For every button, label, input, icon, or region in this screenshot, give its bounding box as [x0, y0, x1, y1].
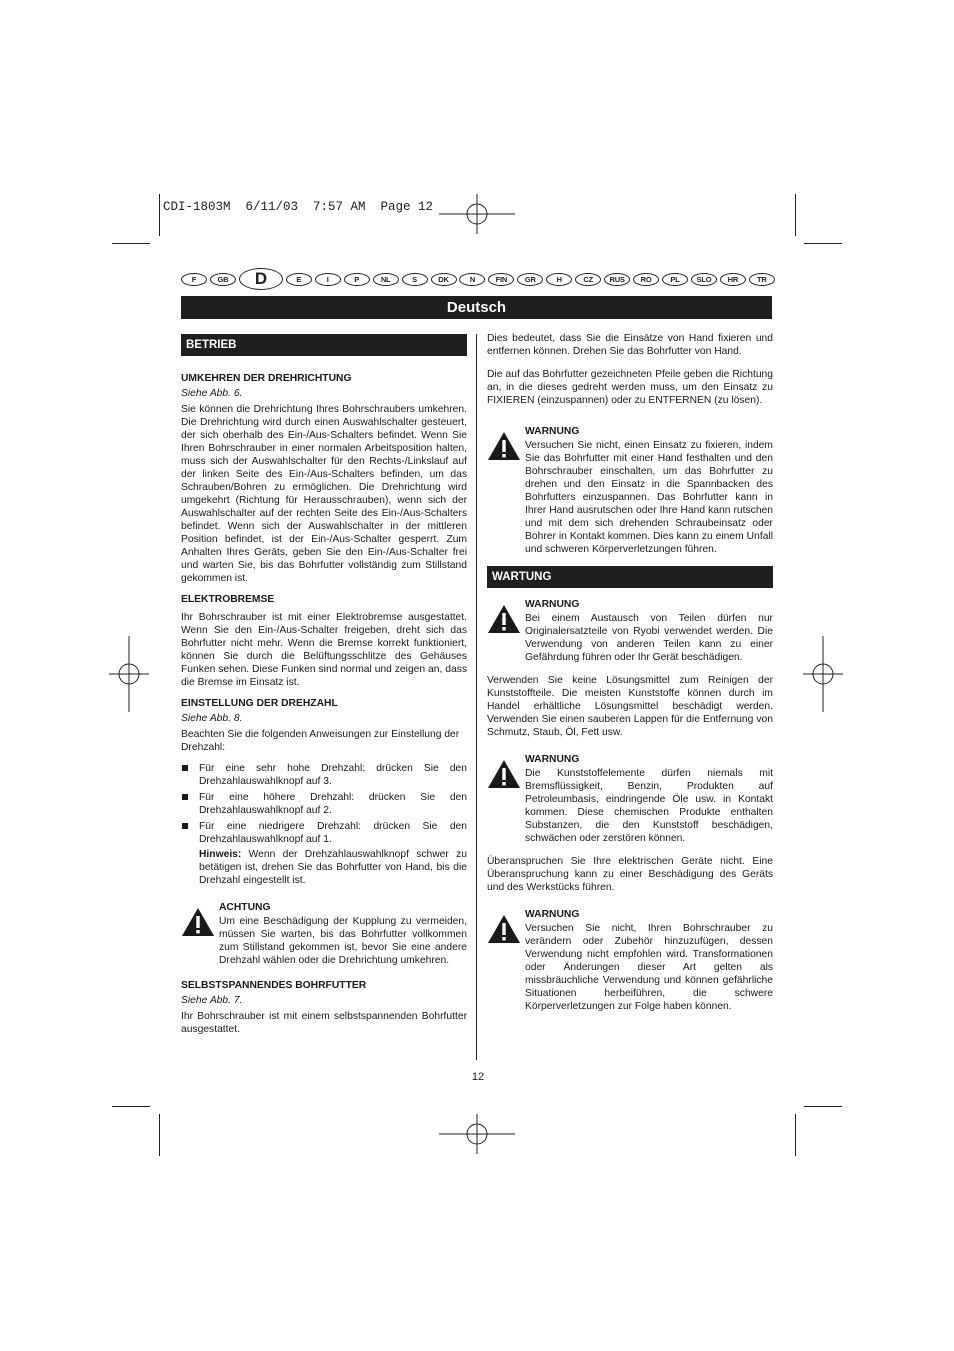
warning-triangle-icon [487, 604, 521, 634]
warning-heading: WARNUNG [525, 909, 580, 920]
language-tab-hr[interactable]: HR [720, 273, 746, 286]
language-tab-n[interactable]: N [459, 273, 485, 286]
paragraph: Verwenden Sie keine Lösungsmittel zum Reinigen der Kunststoffteile. Die meisten Kunststoffe können durch im Handel erhältliche Lösungsmittel beschädigt werden. Verwenden Sie einen sauberen Lappen für die Entfernung von Schmutz, Staub, Öl, Fett usw. [487, 675, 773, 738]
section-title-wartung: WARTUNG [487, 566, 773, 588]
warning-text: Die Kunststoffelemente dürfen niemals mit Bremsflüssigkeit, Benzin, Produkten auf Petroleumbasis, eindringende Öle usw. in Kontakt kommen. Diese chemischen Produkte enthalten Substanzen, die den Kunststoff beschädigen, schwächen oder zerstören können. [525, 768, 773, 844]
language-tab-e[interactable]: E [286, 273, 312, 286]
note-label: Hinweis: [199, 849, 242, 860]
caution-text: Um eine Beschädigung der Kupplung zu vermeiden, müssen Sie warten, bis das Bohrfutter vollkommen zum Stillstand gekommen ist, bevor Sie eine andere Drehzahl wählen oder die Drehrichtung umkehren. [219, 916, 467, 966]
language-tab-s[interactable]: S [402, 273, 428, 286]
language-tab-pl[interactable]: PL [662, 273, 688, 286]
registration-mark-bottom [439, 1096, 515, 1172]
paragraph: Beachten Sie die folgenden Anweisungen zur Einstellung der Drehzahl: [181, 729, 460, 753]
left-column [181, 334, 467, 1044]
crop-mark [795, 1114, 796, 1156]
crop-mark [159, 1114, 160, 1156]
language-header: Deutsch [181, 296, 772, 319]
paragraph: Überanspruchen Sie Ihre elektrischen Geräte nicht. Eine Überanspruchung kann zu einer Beschädigung des Geräts und des Werkstücks führen. [487, 856, 773, 893]
page-number: 12 [471, 1071, 485, 1083]
list-item: Für eine höhere Drehzahl: drücken Sie den Drehzahlauswahlknopf auf 2. [181, 791, 467, 817]
language-tab-fin[interactable]: FIN [488, 273, 514, 286]
right-column [487, 332, 773, 1023]
warning-text: Versuchen Sie nicht, einen Einsatz zu fixieren, indem Sie das Bohrfutter mit einer Hand festhalten und den Bohrschrauber einschalten, um das Bohrfutter zu drehen und den Einsatz in die Spannbacken des Bohrfutters einzuspannen. Das Bohrfutter kann in Ihrer Hand ausrutschen oder Ihre Hand kann rutschen und mit dem sich drehenden Schraubeinsatz oder Bohrer in Kontakt kommen. Dies kann zu einem Unfall und schweren Körperverletzungen führen. [525, 440, 773, 555]
language-tab-slo[interactable]: SLO [691, 273, 717, 286]
crop-mark [112, 243, 150, 244]
warning-heading: WARNUNG [525, 754, 580, 765]
language-tab-h[interactable]: H [546, 273, 572, 286]
heading-elektrobremse: ELEKTROBREMSE [181, 594, 275, 605]
language-tab-cz[interactable]: CZ [575, 273, 601, 286]
language-tab-f[interactable]: F [181, 273, 207, 286]
language-tab-ro[interactable]: RO [633, 273, 659, 286]
language-tab-d[interactable]: D [239, 268, 283, 290]
warning-block [487, 753, 773, 845]
paragraph: Dies bedeutet, dass Sie die Einsätze von Hand fixieren und entfernen können. Drehen Sie das Bohrfutter von Hand. [487, 333, 773, 357]
paragraph: Sie können die Drehrichtung Ihres Bohrschraubers umkehren. Die Drehrichtung wird durch einen Auswahlschalter gesteuert, der sich oberhalb des Ein-/Aus-Schalters befindet. Wenn Sie Ihren Bohrschrauber in einer normalen Arbeitsposition halten, muss sich der Auswahlschalter für den Rechts-/Linkslauf auf der linken Seite des Ein-/Aus-Schalters befinden, um das Schrauben/Bohren zu ermöglichen. Die Drehrichtung wird umgekehrt (Richtung für Herausschrauben), wenn sich der Auswahlschalter auf der rechten Seite des Ein-/Aus-Schalters befindet. Wenn sich der Auswahlschalter in der mittleren Position befindet, ist der Ein-/Aus-Schalter gesperrt. Zum Anhalten Ihres Geräts, geben Sie den Ein-/Aus-Schalter frei und warten Sie, bis das Bohrfutter vollständig zum Stillstand gekommen ist. [181, 404, 467, 584]
crop-mark [112, 1106, 150, 1107]
registration-mark-right [785, 636, 861, 712]
section-title-betrieb: BETRIEB [181, 334, 467, 356]
warning-block [487, 425, 773, 556]
language-bar [181, 268, 775, 290]
warning-heading: WARNUNG [525, 426, 580, 437]
caution-block [181, 901, 467, 967]
warning-triangle-icon [181, 907, 215, 937]
language-tab-dk[interactable]: DK [431, 273, 457, 286]
language-tab-gr[interactable]: GR [517, 273, 543, 286]
paragraph: Ihr Bohrschrauber ist mit einem selbstspannenden Bohrfutter ausgestattet. [181, 1011, 467, 1035]
column-divider [476, 334, 477, 1060]
heading-drehzahl: EINSTELLUNG DER DREHZAHL [181, 698, 338, 709]
language-tab-tr[interactable]: TR [749, 273, 775, 286]
speed-list [181, 762, 467, 846]
paragraph: Die auf das Bohrfutter gezeichneten Pfeile geben die Richtung an, in die dieses gedreht werden muss, um den Einsatz zu FIXIEREN (einzuspannen) oder zu ENTFERNEN (zu lösen). [487, 369, 773, 406]
warning-triangle-icon [487, 431, 521, 461]
crop-mark [804, 1106, 842, 1107]
registration-mark-left [91, 636, 167, 712]
warning-block [487, 908, 773, 1013]
caution-heading: ACHTUNG [219, 902, 271, 913]
figure-reference: Siehe Abb. 6. [181, 388, 243, 399]
figure-reference: Siehe Abb. 8. [181, 713, 243, 724]
list-item: Für eine niedrigere Drehzahl: drücken Sie den Drehzahlauswahlknopf auf 1. [181, 820, 467, 846]
crop-mark [795, 194, 796, 236]
paragraph: Ihr Bohrschrauber ist mit einer Elektrobremse ausgestattet. Wenn Sie den Ein-/Aus-Schalter freigeben, dreht sich das Bohrfutter nicht mehr. Wenn die Bremse korrekt funktioniert, können Sie durch die Belüftungsschlitze des Gehäuses Funken sehen. Diese Funken sind normal und zeigen an, dass die Bremse im Einsatz ist. [181, 612, 467, 688]
warning-heading: WARNUNG [525, 599, 580, 610]
heading-bohrfutter: SELBSTSPANNENDES BOHRFUTTER [181, 980, 367, 991]
crop-mark [804, 243, 842, 244]
warning-triangle-icon [487, 914, 521, 944]
language-tab-gb[interactable]: GB [210, 273, 236, 286]
figure-reference: Siehe Abb. 7. [181, 995, 243, 1006]
language-tab-p[interactable]: P [344, 273, 370, 286]
warning-text: Bei einem Austausch von Teilen dürfen nur Originalersatzteile von Ryobi verwendet werden. Die Verwendung von anderen Teilen kann zu einer Gefährdung führen oder Ihr Gerät beschädigen. [525, 613, 773, 663]
warning-block [487, 598, 773, 664]
note [181, 848, 467, 887]
registration-mark-top [439, 176, 515, 252]
list-item: Für eine sehr hohe Drehzahl: drücken Sie den Drehzahlauswahlknopf auf 3. [181, 762, 467, 788]
print-slug: CDI-1803M 6/11/03 7:57 AM Page 12 [163, 200, 434, 214]
warning-text: Versuchen Sie nicht, Ihren Bohrschrauber zu verändern oder Zubehör hinzuzufügen, dessen Verwendung nicht empfohlen wird. Transformationen oder Änderungen dieser Art gelten als missbräuchliche Verwendung und können gefährliche Situationen herbeiführen, die schwere Körperverletzungen zur Folge haben können. [525, 923, 773, 1012]
language-tab-nl[interactable]: NL [373, 273, 399, 286]
note-text: Wenn der Drehzahlauswahlknopf schwer zu betätigen ist, drehen Sie das Bohrfutter von Hand, bis die Drehzahl eingestellt ist. [199, 849, 467, 886]
language-tab-rus[interactable]: RUS [604, 273, 630, 286]
warning-triangle-icon [487, 759, 521, 789]
heading-umkehren: UMKEHREN DER DREHRICHTUNG [181, 373, 352, 384]
language-tab-i[interactable]: I [315, 273, 341, 286]
crop-mark [159, 194, 160, 236]
